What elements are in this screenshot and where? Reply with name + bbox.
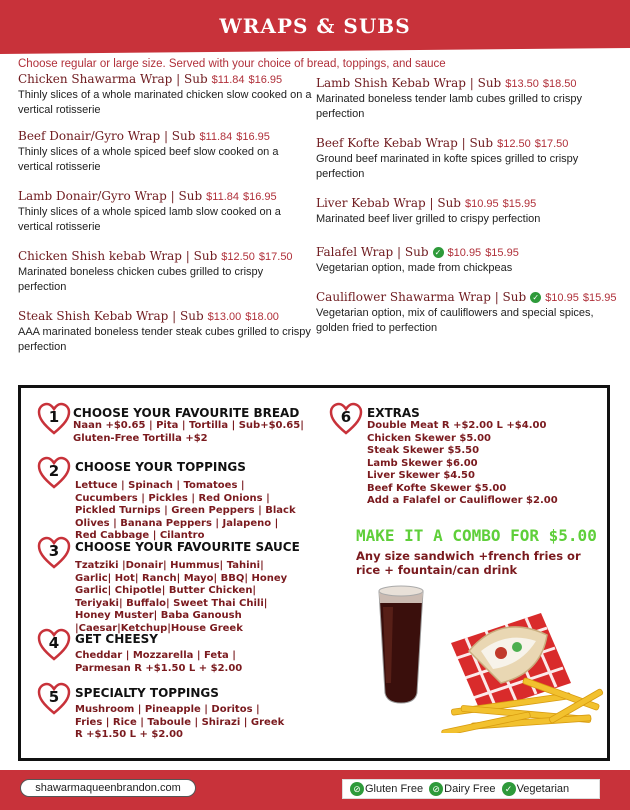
step-title: CHOOSE YOUR TOPPINGS — [75, 460, 246, 474]
item-name: Chicken Shish kebab Wrap | Sub — [18, 249, 218, 263]
menu-item — [316, 245, 612, 276]
item-description: Vegetarian option, made from chickpeas — [316, 262, 513, 274]
step-title: SPECIALTY TOPPINGS — [75, 686, 219, 700]
step-number: 6 — [340, 408, 352, 426]
legend-vegetarian: Vegetarian — [516, 783, 570, 795]
step-number: 5 — [48, 688, 60, 706]
price-regular: $10.95 — [447, 247, 482, 259]
item-description: Vegetarian option, mix of cauliflowers and special spices, golden fried to perfection — [316, 307, 594, 334]
step-number: 3 — [48, 542, 60, 560]
extra-line: Chicken Skewer $5.00 — [367, 432, 492, 444]
item-name: Lamb Shish Kebab Wrap | Sub — [316, 76, 502, 90]
price-regular: $11.84 — [199, 131, 233, 143]
vegetarian-icon: ✓ — [530, 292, 541, 303]
price-large: $15.95 — [485, 247, 519, 259]
item-name: Liver Kebab Wrap | Sub — [316, 196, 461, 210]
extra-line: Double Meat R +$2.00 L +$4.00 — [367, 420, 547, 431]
price-large: $18.00 — [245, 311, 279, 323]
price-regular: $12.50 — [221, 251, 255, 263]
price-large: $18.50 — [542, 78, 577, 90]
extra-line: Lamb Skewer $6.00 — [367, 457, 478, 469]
menu-item — [18, 129, 314, 175]
website-link[interactable]: shawarmaqueenbrandon.com — [20, 779, 196, 797]
price-large: $16.95 — [242, 191, 277, 203]
item-description: Marinated boneless tender lamb cubes grilled to crispy perfection — [316, 93, 582, 120]
extra-line: Beef Kofte Skewer $5.00 — [367, 482, 507, 494]
step-number: 2 — [48, 462, 60, 480]
price-regular: $12.50 — [497, 138, 531, 150]
menu-item — [316, 290, 617, 336]
item-name: Lamb Donair/Gyro Wrap | Sub — [18, 189, 203, 203]
item-name: Falafel Wrap | Sub — [316, 245, 429, 259]
item-description: Marinated boneless chicken cubes grilled to crispy perfection — [18, 266, 264, 293]
step-title: GET CHEESY — [75, 632, 158, 646]
price-large: $16.95 — [236, 131, 270, 143]
step-options: Mushroom | Pineapple | Doritos | Fries | Rice | Taboule | Shirazi | Greek R +$1.50 L + $2.00 — [75, 704, 285, 740]
item-name: Cauliflower Shawarma Wrap | Sub — [316, 290, 527, 304]
item-description: Marinated beef liver grilled to crispy perfection — [316, 213, 541, 225]
page-title: WRAPS & SUBS — [219, 14, 411, 38]
menu-item — [316, 136, 612, 182]
legend-dairy-free: Dairy Free — [444, 783, 496, 795]
price-large: $17.50 — [534, 138, 569, 150]
price-large: $15.95 — [502, 198, 537, 210]
step-title: CHOOSE YOUR FAVOURITE BREAD — [73, 406, 300, 420]
step-options: Cheddar | Mozzarella | Feta | Parmesan R +$1.50 L + $2.00 — [75, 650, 243, 674]
menu-item — [18, 249, 314, 295]
item-description: Thinly slices of a whole spiced beef slow cooked on a vertical rotisserie — [18, 146, 279, 173]
menu-item — [18, 309, 314, 355]
price-large: $17.50 — [258, 251, 293, 263]
vegetarian-icon: ✓ — [502, 782, 516, 796]
vegetarian-icon: ✓ — [433, 247, 444, 258]
dairy-free-icon: ⊘ — [429, 782, 443, 796]
intro-text: Choose regular or large size. Served with your choice of bread, toppings, and sauce — [18, 58, 446, 70]
gluten-free-icon: ⊘ — [350, 782, 364, 796]
item-description: AAA marinated boneless tender steak cubes grilled to crispy perfection — [18, 326, 311, 353]
item-name: Beef Kofte Kebab Wrap | Sub — [316, 136, 494, 150]
price-regular: $13.50 — [505, 78, 539, 90]
extra-line: Liver Skewer $4.50 — [367, 470, 475, 481]
step-options: Lettuce | Spinach | Tomatoes | Cucumbers | Pickles | Red Onions | Pickled Turnips | Green Peppers | Black Olives | Banana Peppers | Jalapeno | Red Cabbage | Cilantro — [75, 480, 296, 541]
price-large: $16.95 — [248, 74, 283, 86]
step-title: CHOOSE YOUR FAVOURITE SAUCE — [75, 540, 300, 554]
item-description: Thinly slices of a whole spiced lamb slow cooked on a vertical rotisserie — [18, 206, 281, 233]
price-regular: $13.00 — [207, 311, 242, 323]
build-your-wrap-box — [18, 385, 610, 761]
step-options: Naan +$0.65 | Pita | Tortilla | Sub+$0.65| Gluten-Free Tortilla +$2 — [73, 420, 304, 444]
menu-item — [316, 196, 612, 227]
price-regular: $11.84 — [211, 74, 245, 86]
menu-column-right — [316, 76, 617, 347]
menu-item — [316, 76, 612, 122]
dietary-legend — [342, 779, 600, 799]
item-name: Beef Donair/Gyro Wrap | Sub — [18, 129, 196, 143]
price-large: $15.95 — [582, 292, 617, 304]
menu-column-left — [18, 72, 314, 366]
menu-item — [18, 72, 314, 118]
item-description: Thinly slices of a whole marinated chicken slow cooked on a vertical rotisserie — [18, 89, 312, 116]
price-regular: $10.95 — [545, 292, 579, 304]
item-name: Chicken Shawarma Wrap | Sub — [18, 72, 208, 86]
extra-line: Steak Skewer $5.50 — [367, 445, 480, 456]
legend-gluten-free: Gluten Free — [365, 783, 424, 795]
item-name: Steak Shish Kebab Wrap | Sub — [18, 309, 204, 323]
step-number: 1 — [48, 408, 60, 426]
extra-line: Add a Falafel or Cauliflower $2.00 — [367, 495, 558, 506]
combo-description: Any size sandwich +french fries or rice + fountain/can drink — [356, 549, 581, 577]
step-number: 4 — [48, 634, 60, 652]
menu-item — [18, 189, 314, 235]
combo-title: MAKE IT A COMBO FOR $5.00 — [356, 526, 597, 545]
step-options: Tzatziki |Donair| Hummus| Tahini| Garlic| Hot| Ranch| Mayo| BBQ| Honey Garlic| Chipotle| Butter Chicken| Teriyaki| Buffalo| Sweet Thai Chili| Honey Muster| Baba Ganoush |Caesar|Ketchup|House Greek — [75, 560, 288, 634]
step-title: EXTRAS — [367, 406, 420, 420]
price-regular: $10.95 — [464, 198, 499, 210]
combo-food-image — [371, 573, 609, 733]
price-regular: $11.84 — [206, 191, 239, 203]
item-description: Ground beef marinated in kofte spices grilled to crispy perfection — [316, 153, 579, 180]
